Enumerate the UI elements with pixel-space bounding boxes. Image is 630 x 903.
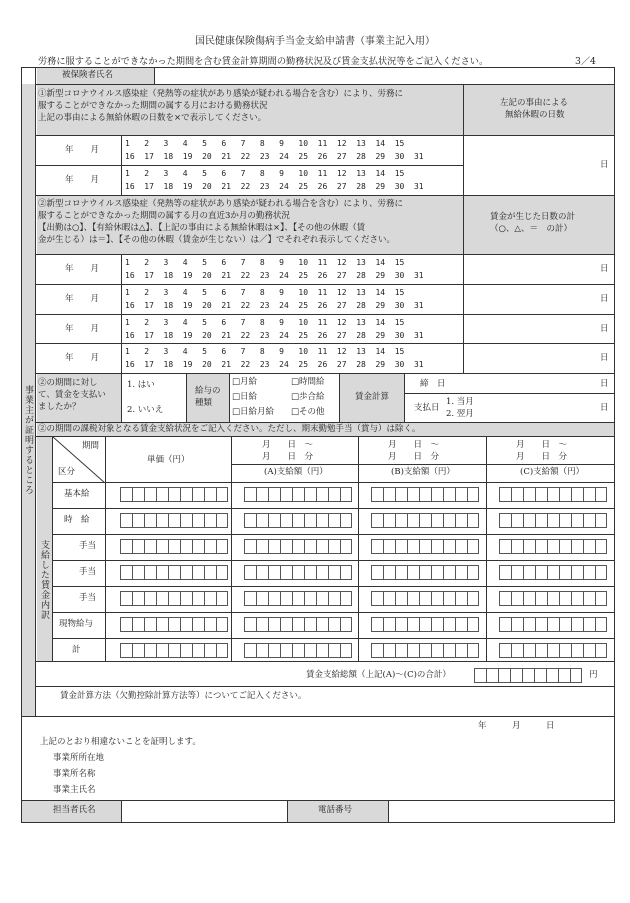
- contact-name-field[interactable]: [122, 801, 287, 822]
- payday-this-month[interactable]: 1. 当月: [446, 397, 474, 407]
- s1-row1-year-month[interactable]: 年 月: [65, 145, 100, 155]
- amount-a-cells-allowance1[interactable]: [244, 539, 352, 554]
- unit-price-cells-in-kind[interactable]: [120, 617, 228, 632]
- unit-price-cells-hourly[interactable]: [120, 513, 228, 528]
- section1-right-header-line1: 左記の事由による: [500, 98, 569, 108]
- grand-total-yen: 円: [589, 670, 598, 680]
- side-label: 事業主が証明するところ: [23, 385, 33, 495]
- amount-b-cells-allowance1[interactable]: [371, 539, 479, 554]
- cert-date[interactable]: 年 月 日: [478, 721, 555, 731]
- amount-b-cells-basic[interactable]: [371, 487, 479, 502]
- section1-right-header-line2: 無給休暇の日数: [505, 110, 565, 120]
- section1-text-line2: 服することができなかった期間の属する月における勤務状況: [38, 101, 268, 111]
- section1-text-line3: 上記の事由による無給休暇の日数を×で表示してください。: [38, 113, 267, 123]
- amount-c-cells-in-kind[interactable]: [499, 617, 607, 632]
- section2-right-header-line2: （○、△、＝ の計）: [490, 224, 572, 234]
- period-c-to[interactable]: 月 日 分: [516, 452, 568, 462]
- amount-c-cells-total[interactable]: [499, 643, 607, 658]
- pay-type-label-line2: 種類: [195, 398, 213, 408]
- amount-a-cells-allowance2[interactable]: [244, 565, 352, 580]
- s2-row2-day-unit: 日: [600, 294, 609, 304]
- payment-question-line1: ②の期間に対し: [38, 378, 98, 388]
- s2-row1-days-1[interactable]: 1 2 3 4 5 6 7 8 9 10 11 12 13 14 15: [125, 258, 405, 267]
- row-label-allowance3: 手当: [79, 593, 97, 603]
- amount-a-cells-basic[interactable]: [244, 487, 352, 502]
- pay-type-daily[interactable]: □日給: [232, 392, 258, 402]
- amount-c-cells-basic[interactable]: [499, 487, 607, 502]
- section2-text-line2: 服することができなかった期間の属する月の直近3か月の勤務状況: [38, 211, 290, 221]
- unit-price-cells-allowance2[interactable]: [120, 565, 228, 580]
- phone-field[interactable]: [389, 801, 614, 822]
- s2-row3-day-unit: 日: [600, 324, 609, 334]
- s1-row2-days-1[interactable]: 1 2 3 4 5 6 7 8 9 10 11 12 13 14 15: [125, 169, 405, 178]
- unit-price-cells-basic[interactable]: [120, 487, 228, 502]
- s2-row3-days-1[interactable]: 1 2 3 4 5 6 7 8 9 10 11 12 13 14 15: [125, 318, 405, 327]
- s2-row3-year-month[interactable]: 年 月: [65, 324, 100, 334]
- cert-statement: 上記のとおり相違ないことを証明します。: [40, 737, 201, 747]
- s1-row2-year-month[interactable]: 年 月: [65, 175, 100, 185]
- cert-name-label: 事業所名称: [53, 769, 96, 779]
- form-title: 国民健康保険傷病手当金支給申請書（事業主記入用）: [195, 36, 435, 47]
- section1-text-line1: ①新型コロナウイルス感染症（発熱等の症状があり感染が疑われる場合を含む）により、労務に: [38, 89, 403, 99]
- wage-intro-text: ②の期間の課税対象となる賃金支給状況をご記入ください。ただし、期末勤勉手当（賞与）は除く。: [38, 424, 421, 434]
- payment-yes-option[interactable]: 1. はい: [127, 380, 155, 390]
- s1-row2-days-2[interactable]: 16 17 18 19 20 21 22 23 24 25 26 27 28 29 30 31: [125, 182, 424, 191]
- s2-row2-year-month[interactable]: 年 月: [65, 294, 100, 304]
- row-label-in-kind: 現物給与: [59, 619, 94, 629]
- unit-price-cells-allowance3[interactable]: [120, 591, 228, 606]
- grand-total-label: 賃金支給総額（上記(A)～(C)の合計）: [306, 670, 451, 680]
- s2-row4-days-1[interactable]: 1 2 3 4 5 6 7 8 9 10 11 12 13 14 15: [125, 347, 405, 356]
- category-label: 区分: [58, 467, 76, 477]
- cert-address-label: 事業所所在地: [53, 753, 105, 763]
- amount-a-cells-hourly[interactable]: [244, 513, 352, 528]
- pay-type-commission[interactable]: □歩合給: [291, 392, 325, 402]
- s2-row2-days-1[interactable]: 1 2 3 4 5 6 7 8 9 10 11 12 13 14 15: [125, 288, 405, 297]
- amount-b-cells-hourly[interactable]: [371, 513, 479, 528]
- pay-type-hourly[interactable]: □時間給: [291, 377, 325, 387]
- grand-total-cells[interactable]: [474, 668, 582, 683]
- payment-question-line2: て、賃金を支払い: [38, 390, 106, 400]
- pay-type-label-line1: 給与の: [195, 386, 221, 396]
- amount-b-cells-allowance2[interactable]: [371, 565, 479, 580]
- pay-type-other[interactable]: □その他: [291, 407, 325, 417]
- amount-a-cells-total[interactable]: [244, 643, 352, 658]
- s2-row4-day-unit: 日: [600, 353, 609, 363]
- payday-next-month[interactable]: 2. 翌月: [446, 409, 474, 419]
- unit-price-label: 単価（円）: [147, 455, 190, 465]
- period-label: 期間: [82, 441, 100, 451]
- amount-b-cells-in-kind[interactable]: [371, 617, 479, 632]
- row-label-allowance2: 手当: [79, 567, 97, 577]
- row-label-allowance1: 手当: [79, 541, 97, 551]
- col-header-b: (B)支給額（円）: [391, 467, 455, 477]
- amount-c-cells-allowance1[interactable]: [499, 539, 607, 554]
- period-a-from[interactable]: 月 日 ～: [262, 440, 314, 450]
- s2-row4-year-month[interactable]: 年 月: [65, 353, 100, 363]
- unit-price-cells-allowance1[interactable]: [120, 539, 228, 554]
- pay-type-daily-monthly[interactable]: □日給月給: [232, 407, 275, 417]
- amount-c-cells-hourly[interactable]: [499, 513, 607, 528]
- period-a-to[interactable]: 月 日 分: [262, 452, 314, 462]
- closing-day-label: 締 日: [420, 379, 446, 389]
- s1-row1-days-2[interactable]: 16 17 18 19 20 21 22 23 24 25 26 27 28 29 30 31: [125, 152, 424, 161]
- period-c-from[interactable]: 月 日 ～: [516, 440, 568, 450]
- amount-a-cells-allowance3[interactable]: [244, 591, 352, 606]
- insured-name-field[interactable]: [155, 68, 613, 83]
- s2-row3-days-2[interactable]: 16 17 18 19 20 21 22 23 24 25 26 27 28 29 30 31: [125, 331, 424, 340]
- wage-vertical-label: 支給した賃金内訳: [39, 540, 49, 620]
- section2-text-line1: ②新型コロナウイルス感染症（発熱等の症状があり感染が疑われる場合を含む）により、労務に: [38, 199, 403, 209]
- pay-type-monthly[interactable]: □月給: [232, 377, 258, 387]
- section2-right-header-line1: 賃金が生じた日数の計: [490, 212, 576, 222]
- s2-row1-day-unit: 日: [600, 264, 609, 274]
- period-b-from[interactable]: 月 日 ～: [388, 440, 440, 450]
- col-header-c: (C)支給額（円）: [520, 467, 585, 477]
- s1-day-unit: 日: [600, 160, 609, 170]
- s2-row4-days-2[interactable]: 16 17 18 19 20 21 22 23 24 25 26 27 28 29 30 31: [125, 360, 424, 369]
- payday-unit: 日: [600, 403, 609, 413]
- payday-label: 支払日: [414, 403, 440, 413]
- phone-label: 電話番号: [318, 805, 353, 815]
- payment-no-option[interactable]: 2. いいえ: [127, 405, 164, 415]
- wage-calc-label: 賃金計算: [355, 392, 390, 402]
- period-b-to[interactable]: 月 日 分: [388, 452, 440, 462]
- insured-name-label: 被保険者氏名: [62, 70, 114, 80]
- s2-row1-year-month[interactable]: 年 月: [65, 264, 100, 274]
- form-subtitle: 労務に服することができなかった期間を含む賃金計算期間の勤務状況及び賃金支払状況等をご記入ください。: [38, 56, 489, 67]
- cert-owner-label: 事業主氏名: [53, 785, 96, 795]
- amount-a-cells-in-kind[interactable]: [244, 617, 352, 632]
- s2-row1-days-2[interactable]: 16 17 18 19 20 21 22 23 24 25 26 27 28 29 30 31: [125, 271, 424, 280]
- amount-c-cells-allowance2[interactable]: [499, 565, 607, 580]
- s1-row1-days-1[interactable]: 1 2 3 4 5 6 7 8 9 10 11 12 13 14 15: [125, 139, 405, 148]
- col-header-a: (A)支給額（円）: [264, 467, 328, 477]
- payment-question-line3: ましたか？: [38, 402, 81, 412]
- section2-text-line4: 金が生じる）は＝】、【その他の休暇（賃金が生じない）は／】でそれぞれ表示してください。: [38, 235, 396, 245]
- row-label-total: 計: [72, 645, 81, 655]
- unit-price-cells-total[interactable]: [120, 643, 228, 658]
- s2-row2-days-2[interactable]: 16 17 18 19 20 21 22 23 24 25 26 27 28 29 30 31: [125, 301, 424, 310]
- row-label-basic: 基本給: [64, 489, 90, 499]
- amount-c-cells-allowance3[interactable]: [499, 591, 607, 606]
- closing-day-unit: 日: [600, 379, 609, 389]
- row-label-hourly: 時 給: [64, 515, 90, 525]
- page-number: 3／4: [575, 56, 596, 67]
- wage-method-field[interactable]: [37, 703, 614, 716]
- amount-b-cells-total[interactable]: [371, 643, 479, 658]
- amount-b-cells-allowance3[interactable]: [371, 591, 479, 606]
- section2-text-line3: 【出勤は○】、【有給休暇は△】、【上記の事由による無給休暇は×】、【その他の休暇（賃: [38, 223, 366, 233]
- wage-method-label: 賃金計算方法（欠勤控除計算方法等）についてご記入ください。: [60, 691, 307, 701]
- contact-label: 担当者氏名: [53, 805, 96, 815]
